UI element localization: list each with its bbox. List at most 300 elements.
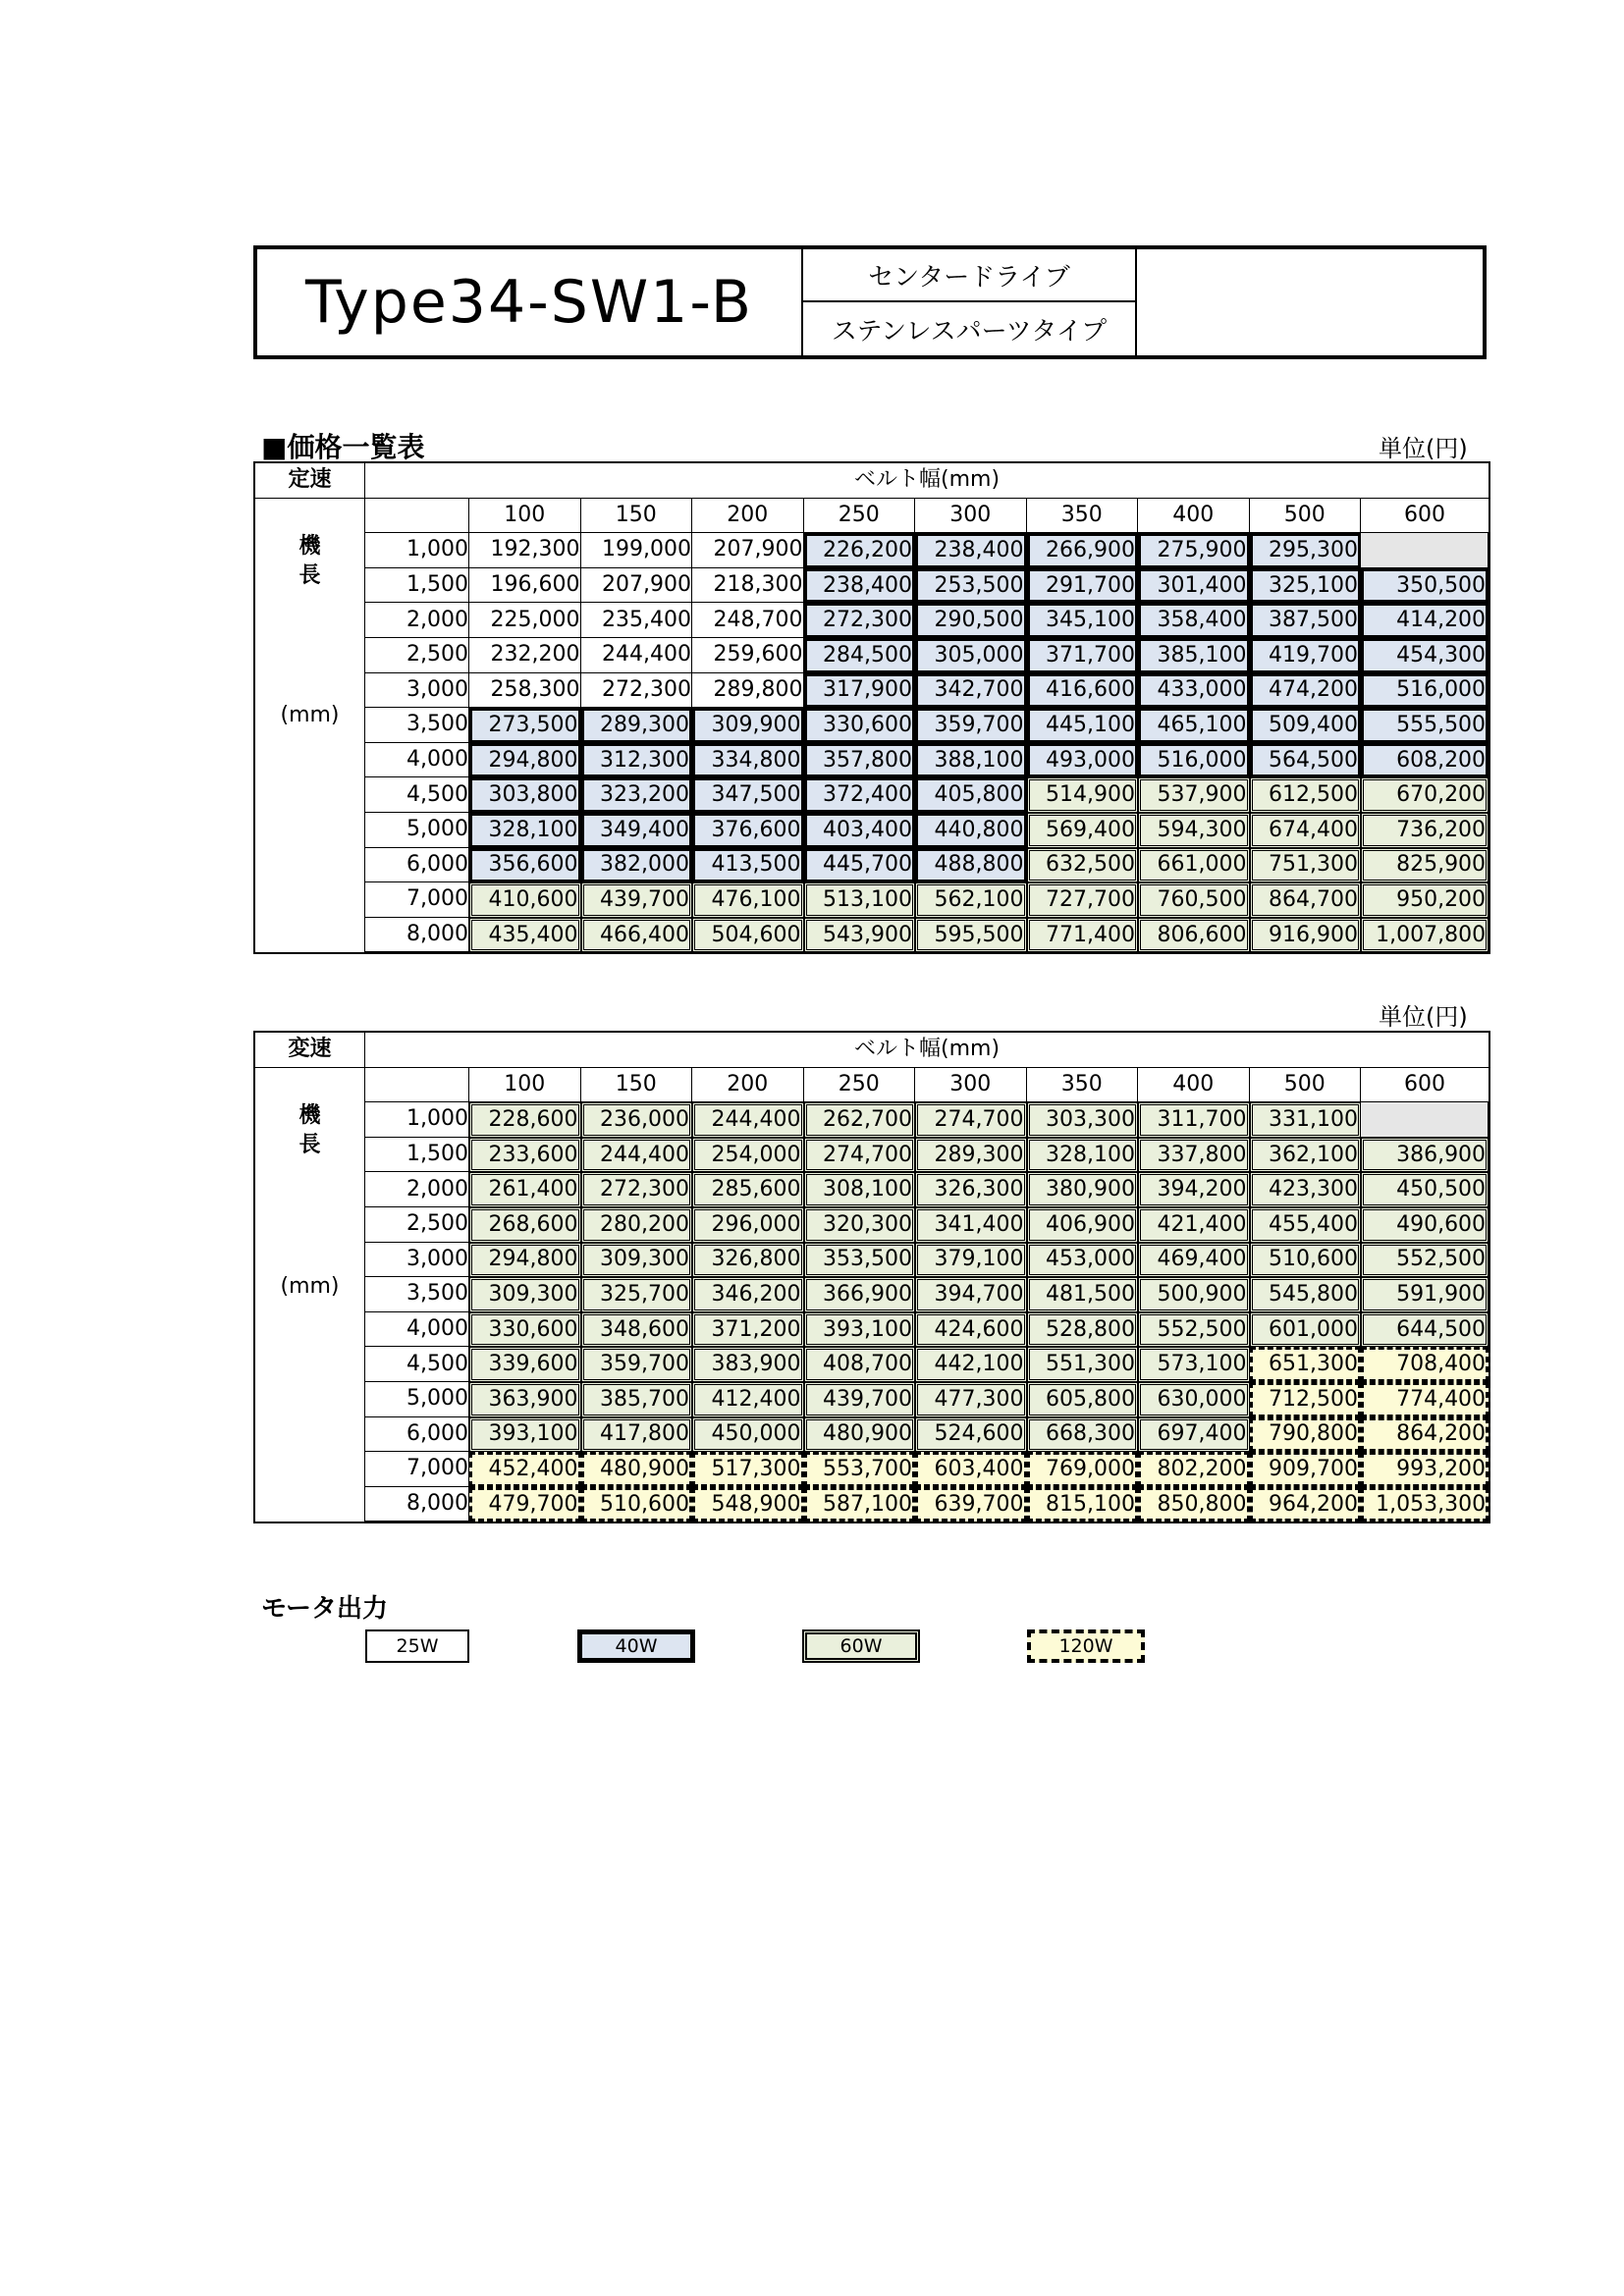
price-cell: 218,300 <box>692 568 804 604</box>
table-row <box>255 848 1489 883</box>
price-cell: 309,900 <box>692 708 804 743</box>
price-cell: 294,800 <box>469 1243 581 1278</box>
price-cell: 341,400 <box>915 1207 1027 1243</box>
price-cell: 916,900 <box>1250 918 1362 953</box>
price-cell: 376,600 <box>692 813 804 848</box>
price-cell: 413,500 <box>692 848 804 883</box>
speed-label: 定速 <box>255 463 365 499</box>
legend-60w: 60W <box>802 1629 920 1663</box>
price-cell: 248,700 <box>692 603 804 638</box>
price-cell: 262,700 <box>804 1102 916 1138</box>
price-cell: 291,700 <box>1027 568 1139 604</box>
price-cell: 595,500 <box>915 918 1027 953</box>
price-cell: 339,600 <box>469 1347 581 1382</box>
price-cell: 651,300 <box>1250 1347 1362 1382</box>
price-cell <box>1361 533 1489 568</box>
price-cell: 386,900 <box>1361 1138 1489 1173</box>
table-row <box>255 568 1489 604</box>
price-cell: 346,200 <box>692 1277 804 1312</box>
price-cell: 323,200 <box>581 777 693 813</box>
price-cell: 362,100 <box>1250 1138 1362 1173</box>
price-cell: 308,100 <box>804 1172 916 1207</box>
price-cell: 490,600 <box>1361 1207 1489 1243</box>
price-cell: 825,900 <box>1361 848 1489 883</box>
unit-label-variable: 単位(円) <box>1379 1003 1468 1031</box>
width-header: 200 <box>692 499 804 534</box>
length-value: 1,000 <box>365 1102 469 1138</box>
price-cell: 290,500 <box>915 603 1027 638</box>
price-cell: 612,500 <box>1250 777 1362 813</box>
table-row <box>255 1452 1489 1487</box>
price-cell: 366,900 <box>804 1277 916 1312</box>
price-cell: 513,100 <box>804 882 916 918</box>
price-cell: 445,700 <box>804 848 916 883</box>
price-cell: 424,600 <box>915 1312 1027 1348</box>
legend-25w: 25W <box>365 1629 469 1663</box>
table-row <box>255 1312 1489 1348</box>
length-value: 3,500 <box>365 708 469 743</box>
price-cell: 382,000 <box>581 848 693 883</box>
table-row <box>255 918 1489 953</box>
width-header: 250 <box>804 499 916 534</box>
length-axis-label <box>255 499 365 953</box>
price-cell: 516,000 <box>1138 743 1250 778</box>
price-cell: 233,600 <box>469 1138 581 1173</box>
price-cell: 372,400 <box>804 777 916 813</box>
table-row <box>255 1417 1489 1453</box>
width-header: 100 <box>469 1068 581 1103</box>
price-cell: 993,200 <box>1361 1452 1489 1487</box>
price-cell: 450,000 <box>692 1417 804 1453</box>
price-cell: 236,000 <box>581 1102 693 1138</box>
price-cell: 480,900 <box>804 1417 916 1453</box>
price-cell: 379,100 <box>915 1243 1027 1278</box>
width-header: 600 <box>1361 1068 1489 1103</box>
price-cell: 394,700 <box>915 1277 1027 1312</box>
product-title: Type34-SW1-B <box>257 249 803 355</box>
price-cell: 385,100 <box>1138 638 1250 673</box>
price-cell: 285,600 <box>692 1172 804 1207</box>
length-label-2: 長 <box>298 1132 321 1157</box>
price-cell: 771,400 <box>1027 918 1139 953</box>
price-cell: 244,400 <box>581 638 693 673</box>
price-cell: 545,800 <box>1250 1277 1362 1312</box>
table-row <box>255 1207 1489 1243</box>
price-cell: 950,200 <box>1361 882 1489 918</box>
price-cell: 452,400 <box>469 1452 581 1487</box>
parts-type-label: ステンレスパーツタイプ <box>803 302 1137 355</box>
price-cell: 727,700 <box>1027 882 1139 918</box>
price-cell: 528,800 <box>1027 1312 1139 1348</box>
length-value: 1,000 <box>365 533 469 568</box>
table-row <box>255 1277 1489 1312</box>
speed-label: 変速 <box>255 1033 365 1068</box>
table-row <box>255 882 1489 918</box>
width-header: 300 <box>915 499 1027 534</box>
price-cell: 964,200 <box>1250 1487 1362 1522</box>
price-cell: 244,400 <box>581 1138 693 1173</box>
price-cell: 192,300 <box>469 533 581 568</box>
price-cell: 455,400 <box>1250 1207 1362 1243</box>
price-cell: 330,600 <box>804 708 916 743</box>
price-cell: 712,500 <box>1250 1382 1362 1417</box>
width-header: 100 <box>469 499 581 534</box>
price-cell: 594,300 <box>1138 813 1250 848</box>
price-cell: 476,100 <box>692 882 804 918</box>
length-value: 5,000 <box>365 813 469 848</box>
price-cell: 235,400 <box>581 603 693 638</box>
price-cell: 349,400 <box>581 813 693 848</box>
price-cell: 289,800 <box>692 673 804 709</box>
price-cell: 347,500 <box>692 777 804 813</box>
length-value: 1,500 <box>365 568 469 604</box>
product-header <box>253 245 1487 359</box>
table-row <box>255 638 1489 673</box>
price-cell: 864,700 <box>1250 882 1362 918</box>
price-cell: 514,900 <box>1027 777 1139 813</box>
length-value: 3,000 <box>365 1243 469 1278</box>
price-cell: 196,600 <box>469 568 581 604</box>
price-cell: 708,400 <box>1361 1347 1489 1382</box>
width-header: 600 <box>1361 499 1489 534</box>
price-cell: 479,700 <box>469 1487 581 1522</box>
header-corner <box>365 1068 469 1103</box>
width-header: 500 <box>1250 499 1362 534</box>
price-cell: 311,700 <box>1138 1102 1250 1138</box>
price-cell: 552,500 <box>1138 1312 1250 1348</box>
price-cell: 1,053,300 <box>1361 1487 1489 1522</box>
price-cell: 412,400 <box>692 1382 804 1417</box>
table-row <box>255 1172 1489 1207</box>
price-cell: 350,500 <box>1361 568 1489 604</box>
price-cell: 850,800 <box>1138 1487 1250 1522</box>
table-row <box>255 1487 1489 1522</box>
price-cell: 289,300 <box>581 708 693 743</box>
length-value: 8,000 <box>365 918 469 953</box>
price-cell: 573,100 <box>1138 1347 1250 1382</box>
table-row <box>255 673 1489 709</box>
price-cell: 357,800 <box>804 743 916 778</box>
length-value: 7,000 <box>365 1452 469 1487</box>
price-cell: 439,700 <box>581 882 693 918</box>
price-cell: 280,200 <box>581 1207 693 1243</box>
width-header: 150 <box>581 1068 693 1103</box>
price-cell: 442,100 <box>915 1347 1027 1382</box>
price-cell: 410,600 <box>469 882 581 918</box>
price-cell: 552,500 <box>1361 1243 1489 1278</box>
price-cell: 864,200 <box>1361 1417 1489 1453</box>
price-cell: 769,000 <box>1027 1452 1139 1487</box>
price-cell: 312,300 <box>581 743 693 778</box>
table-row <box>255 813 1489 848</box>
price-cell: 275,900 <box>1138 533 1250 568</box>
price-cell: 403,400 <box>804 813 916 848</box>
price-cell: 273,500 <box>469 708 581 743</box>
price-cell: 238,400 <box>804 568 916 604</box>
price-cell: 406,900 <box>1027 1207 1139 1243</box>
price-cell: 207,900 <box>692 533 804 568</box>
width-header: 200 <box>692 1068 804 1103</box>
length-value: 3,000 <box>365 673 469 709</box>
price-cell: 639,700 <box>915 1487 1027 1522</box>
price-cell: 303,300 <box>1027 1102 1139 1138</box>
price-cell: 345,100 <box>1027 603 1139 638</box>
price-cell: 274,700 <box>915 1102 1027 1138</box>
header-corner <box>365 499 469 534</box>
price-cell: 591,900 <box>1361 1277 1489 1312</box>
price-cell: 815,100 <box>1027 1487 1139 1522</box>
length-value: 4,500 <box>365 1347 469 1382</box>
table-row <box>255 743 1489 778</box>
belt-width-label: ベルト幅(mm) <box>365 463 1489 499</box>
width-header: 250 <box>804 1068 916 1103</box>
price-cell: 790,800 <box>1250 1417 1362 1453</box>
table-row <box>255 777 1489 813</box>
width-header: 150 <box>581 499 693 534</box>
width-header: 350 <box>1027 499 1139 534</box>
price-cell: 632,500 <box>1027 848 1139 883</box>
price-cell: 469,400 <box>1138 1243 1250 1278</box>
table-row <box>255 603 1489 638</box>
length-value: 4,000 <box>365 743 469 778</box>
price-cell: 465,100 <box>1138 708 1250 743</box>
price-cell: 466,400 <box>581 918 693 953</box>
price-cell: 309,300 <box>581 1243 693 1278</box>
width-header: 400 <box>1138 499 1250 534</box>
width-header: 400 <box>1138 1068 1250 1103</box>
variable-speed-price-table <box>253 1031 1490 1523</box>
price-cell: 258,300 <box>469 673 581 709</box>
legend-40w: 40W <box>577 1629 695 1663</box>
price-cell: 328,100 <box>1027 1138 1139 1173</box>
price-cell: 500,900 <box>1138 1277 1250 1312</box>
price-cell: 562,100 <box>915 882 1027 918</box>
length-value: 2,500 <box>365 638 469 673</box>
price-cell: 353,500 <box>804 1243 916 1278</box>
price-cell: 477,300 <box>915 1382 1027 1417</box>
price-cell: 326,800 <box>692 1243 804 1278</box>
price-cell: 388,100 <box>915 743 1027 778</box>
price-cell: 393,100 <box>469 1417 581 1453</box>
price-cell: 387,500 <box>1250 603 1362 638</box>
price-cell: 493,000 <box>1027 743 1139 778</box>
price-cell: 359,700 <box>915 708 1027 743</box>
price-cell: 274,700 <box>804 1138 916 1173</box>
length-value: 2,000 <box>365 603 469 638</box>
price-cell: 272,300 <box>804 603 916 638</box>
table-row <box>255 1102 1489 1138</box>
price-cell: 601,000 <box>1250 1312 1362 1348</box>
price-cell: 244,400 <box>692 1102 804 1138</box>
table-row <box>255 1347 1489 1382</box>
price-cell: 272,300 <box>581 1172 693 1207</box>
price-cell: 736,200 <box>1361 813 1489 848</box>
length-value: 2,000 <box>365 1172 469 1207</box>
price-cell: 435,400 <box>469 918 581 953</box>
price-cell: 480,900 <box>581 1452 693 1487</box>
price-cell: 294,800 <box>469 743 581 778</box>
price-cell: 348,600 <box>581 1312 693 1348</box>
price-cell: 385,700 <box>581 1382 693 1417</box>
price-cell: 261,400 <box>469 1172 581 1207</box>
price-cell: 440,800 <box>915 813 1027 848</box>
length-unit: (mm) <box>280 1273 340 1299</box>
price-cell: 317,900 <box>804 673 916 709</box>
price-cell: 371,200 <box>692 1312 804 1348</box>
price-cell: 564,500 <box>1250 743 1362 778</box>
price-cell: 383,900 <box>692 1347 804 1382</box>
price-cell: 569,400 <box>1027 813 1139 848</box>
length-value: 1,500 <box>365 1138 469 1173</box>
length-value: 5,000 <box>365 1382 469 1417</box>
price-cell: 774,400 <box>1361 1382 1489 1417</box>
table-row <box>255 533 1489 568</box>
price-cell: 305,000 <box>915 638 1027 673</box>
unit-label-fixed: 単位(円) <box>1379 435 1468 462</box>
price-cell: 356,600 <box>469 848 581 883</box>
price-cell: 674,400 <box>1250 813 1362 848</box>
price-cell: 225,000 <box>469 603 581 638</box>
price-cell: 334,800 <box>692 743 804 778</box>
length-value: 3,500 <box>365 1277 469 1312</box>
price-cell: 394,200 <box>1138 1172 1250 1207</box>
price-cell: 587,100 <box>804 1487 916 1522</box>
fixed-speed-price-table <box>253 461 1490 954</box>
length-value: 6,000 <box>365 1417 469 1453</box>
legend-120w: 120W <box>1027 1629 1145 1663</box>
table-row <box>255 1243 1489 1278</box>
price-cell: 802,200 <box>1138 1452 1250 1487</box>
length-value: 8,000 <box>365 1487 469 1522</box>
price-cell: 543,900 <box>804 918 916 953</box>
length-value: 2,500 <box>365 1207 469 1243</box>
drive-type-label: センタードライブ <box>803 249 1137 302</box>
price-cell: 481,500 <box>1027 1277 1139 1312</box>
price-cell: 254,000 <box>692 1138 804 1173</box>
price-cell: 630,000 <box>1138 1382 1250 1417</box>
price-cell: 326,300 <box>915 1172 1027 1207</box>
price-cell: 504,600 <box>692 918 804 953</box>
price-cell: 670,200 <box>1361 777 1489 813</box>
price-cell: 320,300 <box>804 1207 916 1243</box>
price-cell: 325,700 <box>581 1277 693 1312</box>
price-cell: 363,900 <box>469 1382 581 1417</box>
price-cell: 268,600 <box>469 1207 581 1243</box>
price-cell: 751,300 <box>1250 848 1362 883</box>
price-cell: 259,600 <box>692 638 804 673</box>
price-cell: 393,100 <box>804 1312 916 1348</box>
price-cell: 207,900 <box>581 568 693 604</box>
length-unit: (mm) <box>280 702 340 727</box>
price-cell: 301,400 <box>1138 568 1250 604</box>
price-cell: 423,300 <box>1250 1172 1362 1207</box>
price-cell: 228,600 <box>469 1102 581 1138</box>
price-cell: 359,700 <box>581 1347 693 1382</box>
price-cell: 433,000 <box>1138 673 1250 709</box>
price-cell: 380,900 <box>1027 1172 1139 1207</box>
price-cell: 524,600 <box>915 1417 1027 1453</box>
price-cell: 516,000 <box>1361 673 1489 709</box>
price-cell: 553,700 <box>804 1452 916 1487</box>
price-cell: 414,200 <box>1361 603 1489 638</box>
price-cell: 330,600 <box>469 1312 581 1348</box>
price-cell: 303,800 <box>469 777 581 813</box>
price-cell: 488,800 <box>915 848 1027 883</box>
price-cell: 551,300 <box>1027 1347 1139 1382</box>
section-title: ■価格一覧表 <box>261 431 425 463</box>
table-row <box>255 708 1489 743</box>
length-axis-label <box>255 1068 365 1522</box>
price-cell: 517,300 <box>692 1452 804 1487</box>
length-label-2: 長 <box>298 562 321 588</box>
price-cell: 405,800 <box>915 777 1027 813</box>
length-value: 4,000 <box>365 1312 469 1348</box>
price-cell: 603,400 <box>915 1452 1027 1487</box>
price-cell: 421,400 <box>1138 1207 1250 1243</box>
price-cell: 266,900 <box>1027 533 1139 568</box>
price-cell: 909,700 <box>1250 1452 1362 1487</box>
length-label-1: 機 <box>298 533 321 559</box>
price-cell: 668,300 <box>1027 1417 1139 1453</box>
price-cell: 325,100 <box>1250 568 1362 604</box>
motor-output-legend-title: モータ出力 <box>261 1594 388 1624</box>
price-cell: 419,700 <box>1250 638 1362 673</box>
price-cell: 510,600 <box>581 1487 693 1522</box>
price-cell: 337,800 <box>1138 1138 1250 1173</box>
price-cell: 371,700 <box>1027 638 1139 673</box>
price-cell: 296,000 <box>692 1207 804 1243</box>
price-cell: 238,400 <box>915 533 1027 568</box>
price-cell: 474,200 <box>1250 673 1362 709</box>
price-cell: 295,300 <box>1250 533 1362 568</box>
length-value: 6,000 <box>365 848 469 883</box>
price-cell: 509,400 <box>1250 708 1362 743</box>
price-cell: 309,300 <box>469 1277 581 1312</box>
price-cell: 408,700 <box>804 1347 916 1382</box>
price-cell: 253,500 <box>915 568 1027 604</box>
price-cell: 199,000 <box>581 533 693 568</box>
price-cell: 760,500 <box>1138 882 1250 918</box>
price-cell: 510,600 <box>1250 1243 1362 1278</box>
width-header: 500 <box>1250 1068 1362 1103</box>
price-cell: 1,007,800 <box>1361 918 1489 953</box>
price-cell: 439,700 <box>804 1382 916 1417</box>
price-cell: 454,300 <box>1361 638 1489 673</box>
price-cell: 548,900 <box>692 1487 804 1522</box>
price-cell: 284,500 <box>804 638 916 673</box>
price-cell: 445,100 <box>1027 708 1139 743</box>
price-cell: 605,800 <box>1027 1382 1139 1417</box>
price-cell: 342,700 <box>915 673 1027 709</box>
price-cell: 453,000 <box>1027 1243 1139 1278</box>
price-cell: 417,800 <box>581 1417 693 1453</box>
price-cell: 806,600 <box>1138 918 1250 953</box>
price-cell: 537,900 <box>1138 777 1250 813</box>
width-header: 350 <box>1027 1068 1139 1103</box>
price-cell: 331,100 <box>1250 1102 1362 1138</box>
table-row <box>255 1382 1489 1417</box>
price-cell: 416,600 <box>1027 673 1139 709</box>
price-cell <box>1361 1102 1489 1138</box>
price-cell: 358,400 <box>1138 603 1250 638</box>
belt-width-label: ベルト幅(mm) <box>365 1033 1489 1068</box>
price-cell: 328,100 <box>469 813 581 848</box>
price-cell: 289,300 <box>915 1138 1027 1173</box>
price-cell: 661,000 <box>1138 848 1250 883</box>
length-value: 7,000 <box>365 882 469 918</box>
table-row <box>255 1138 1489 1173</box>
width-header: 300 <box>915 1068 1027 1103</box>
